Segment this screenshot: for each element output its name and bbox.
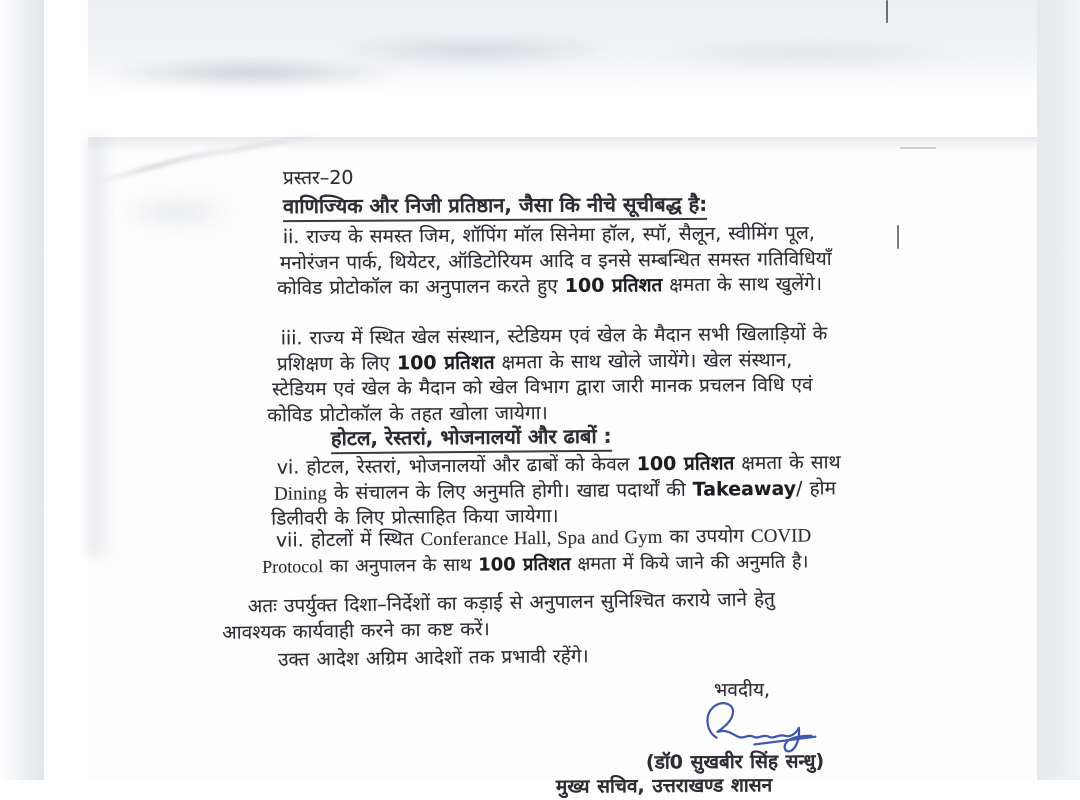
text-segment: 100 प्रतिशत [564,274,663,297]
text-segment: क्षमता के साथ खुलेंगे। [662,272,823,297]
document-text-line [283,221,832,251]
text-segment: अतः उपर्युक्त दिशा–निर्देशों का कड़ाई से अनुपालन सुनिश्चित कराये जाने हेतु [247,588,776,618]
text-segment: कोविड प्रोटोकॉल का अनुपालन करते हुए [277,274,565,300]
document-text-line: प्रस्तर–20 [282,166,354,190]
text-segment: Dining [273,482,327,505]
text-segment: का अनुपालन के साथ [323,554,479,577]
section-heading-commercial-establishments [283,192,707,220]
text-segment: 100 प्रतिशत [636,452,735,476]
paragraph-vii-conference-spa-gym [262,523,812,579]
text-segment: का उपयोग [662,525,752,548]
text-segment: के संचालन के लिए अनुमति होगी। खाद्य पदार्थों की [326,478,693,504]
text-segment: स्टेडियम एवं खेल के मैदान को खेल विभाग द्वारा जारी मानक प्रचलन विधि एवं [272,373,813,401]
right-page-edge-shadow [1037,0,1080,780]
document-text-line [272,373,828,403]
signatory-title-partially-cropped [556,773,772,800]
text-segment: डिलीवरी के लिए प्रोत्साहित किया जायेगा। [271,505,559,530]
paragraph-vi-dining-takeaway [271,450,842,532]
signature-ink-icon [700,697,828,757]
closing-instruction-paragraph [222,587,776,646]
paper-crease [118,192,238,232]
text-segment: COVID [750,525,812,548]
scan-fold-mark [897,225,899,249]
document-text-line: (डॉ0 सुखबीर सिंह सन्धु) [645,750,825,774]
scan-smudge [648,40,968,70]
paragraph-ii-gyms-malls [277,221,832,302]
text-segment: iii. राज्य में स्थित खेल संस्थान, स्टेडियम एवं खेल के मैदान सभी खिलाड़ियों के [280,322,828,350]
underlined-heading-text: वाणिज्यिक और निजी प्रतिष्ठान, जैसा कि नीचे सूचीबद्ध है: [283,192,707,222]
left-page-edge-shadow [0,0,44,780]
section-heading-hotels-restaurants [331,424,612,452]
text-segment: Conferance Hall, Spa and Gym [420,526,663,551]
scan-fold-mark [886,0,888,23]
scan-smudge [328,34,618,68]
text-segment: क्षमता के साथ खोले जायेंगे। खेल संस्थान, [494,348,793,374]
scan-fold-mark [900,147,936,149]
document-text-line [262,549,812,580]
text-segment: 100 प्रतिशत [478,553,571,576]
document-text-line: भवदीय, [713,678,771,702]
paper-crease [88,137,114,557]
document-text-line: उक्त आदेश अग्रिम आदेशों तक प्रभावी रहेंगे। [277,645,589,671]
text-segment: vi. होटल, रेस्तरां, भोजनालयों और ढाबों को केवल [276,453,637,479]
paragraph-number-label [283,166,354,192]
text-segment: Protocol [262,555,324,577]
text-segment: / होम [795,476,837,500]
text-segment: क्षमता के साथ [734,451,841,475]
text-segment: Takeaway [692,477,797,501]
previous-page-fragment [88,0,1037,97]
document-text-line [277,272,832,302]
text-segment: मनोरंजन पार्क, थियेटर, ऑडिटोरियम आदि व इनसे सम्बन्धित समस्त गतिविधियाँ [279,247,832,274]
document-text-line [274,476,841,507]
scan-smudge [102,58,402,88]
text-segment: vii. होटलों में स्थित [275,528,421,552]
document-text-line: मुख्य सचिव, उत्तराखण्ड शासन [555,774,773,798]
order-validity-line [278,644,589,673]
text-segment: प्रशिक्षण के लिए [276,351,398,375]
text-segment: कोविड प्रोटोकॉल के तहत खोला जायेगा। [267,401,548,427]
text-segment: ii. राज्य के समस्त जिम, शॉपिंग मॉल सिनेमा हॉल, स्पॉ, सैलून, स्वीमिंग पूल, [282,221,815,249]
text-segment: 100 प्रतिशत [396,351,495,374]
text-segment: क्षमता में किये जाने की अनुमति है। [570,550,809,575]
signatory-name [646,749,824,776]
underlined-heading-text: होटल, रेस्तरां, भोजनालयों और ढाबों : [331,424,612,454]
text-segment: आवश्यक कार्यवाही करने का कष्ट करें। [222,617,490,644]
paragraph-iii-sports-institutes [267,322,828,429]
